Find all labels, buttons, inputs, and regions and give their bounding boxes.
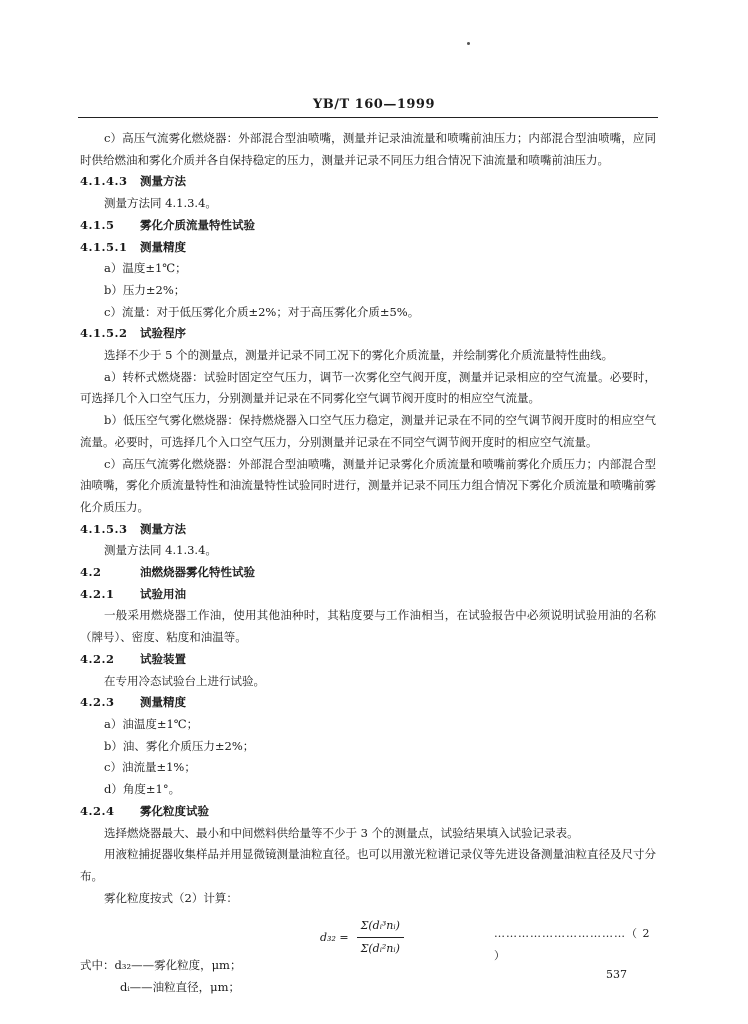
section-number: 4.2.2 xyxy=(80,651,115,666)
list-item: c）油流量±1%； xyxy=(104,760,196,775)
section-heading xyxy=(80,562,656,584)
section-number: 4.2.3 xyxy=(80,695,115,710)
scan-speck xyxy=(467,42,470,45)
formula-denominator: Σ(dᵢ²nᵢ) xyxy=(360,942,400,956)
paragraph: 测量方法同 4.1.3.4。 xyxy=(104,543,217,558)
section-number: 4.1.5.2 xyxy=(80,326,128,341)
equation-number: ……………………………（ 2 ） xyxy=(494,927,651,963)
paragraph: c）高压气流雾化燃烧器：外部混合型油喷嘴，测量并记录油流量和喷嘴前油压力；内部混合型油喷嘴，应同时供给燃油和雾化介质并各自保持稳定的压力，测量并记录不同压力组合情况下油流量和喷嘴前油压力。 xyxy=(80,131,656,167)
section-title: 雾化粒度试验 xyxy=(140,803,209,818)
paragraph: 用液粒捕捉器收集样品并用显微镜测量油粒直径。也可以用激光粒谱记录仪等先进设备测量油粒直径及尺寸分布。 xyxy=(80,847,656,883)
equation-2 xyxy=(80,913,656,963)
document-body xyxy=(80,128,656,999)
section-heading xyxy=(80,519,656,541)
section-heading xyxy=(80,323,656,345)
header-rule xyxy=(78,117,658,118)
section-heading xyxy=(80,237,656,259)
section-title: 雾化介质流量特性试验 xyxy=(140,217,255,232)
section-heading xyxy=(80,584,656,606)
list-item: b）油、雾化介质压力±2%； xyxy=(104,738,255,753)
paragraph: 在专用冷态试验台上进行试验。 xyxy=(104,673,265,688)
list-item: a）油温度±1℃； xyxy=(104,716,199,731)
page-number: 537 xyxy=(606,968,627,981)
section-title: 试验用油 xyxy=(140,586,186,601)
paragraph: c）高压气流雾化燃烧器：外部混合型油喷嘴，测量并记录雾化介质流量和喷嘴前雾化介质压力；内部混合型油喷嘴，雾化介质流量特性和油流量特性试验同时进行，测量并记录不同压力组合情况下雾化介质流量和喷嘴前雾化介质压力。 xyxy=(80,456,656,514)
section-number: 4.1.4.3 xyxy=(80,174,128,189)
section-number: 4.2.4 xyxy=(80,803,115,818)
paragraph: 测量方法同 4.1.3.4。 xyxy=(104,196,217,211)
paragraph: b）低压空气雾化燃烧器：保持燃烧器入口空气压力稳定，测量并记录在不同的空气调节阀开度时的相应空气流量。必要时，可选择几个入口空气压力，分别测量并记录在不同空气调节阀开度时的相应空气流量。 xyxy=(80,413,656,449)
list-item: a）温度±1℃； xyxy=(104,261,187,276)
formula-numerator: Σ(dᵢ³nᵢ) xyxy=(357,915,404,938)
section-number: 4.1.5.1 xyxy=(80,239,128,254)
formula-lhs: d₃₂ = xyxy=(320,930,349,944)
section-title: 试验程序 xyxy=(140,326,186,341)
paragraph: 选择不少于 5 个的测量点，测量并记录不同工况下的雾化介质流量，并绘制雾化介质流量特性曲线。 xyxy=(104,348,614,363)
section-heading xyxy=(80,215,656,237)
variable-definition: 式中：d₃₂——雾化粒度，μm； xyxy=(80,958,242,973)
section-title: 测量精度 xyxy=(140,239,186,254)
section-heading xyxy=(80,649,656,671)
section-number: 4.2 xyxy=(80,565,102,580)
section-number: 4.1.5.3 xyxy=(80,521,128,536)
formula xyxy=(320,915,404,959)
variable-definition: dᵢ——油粒直径，μm； xyxy=(120,980,241,995)
section-number: 4.2.1 xyxy=(80,586,115,601)
section-heading xyxy=(80,692,656,714)
paragraph: 一般采用燃烧器工作油，使用其他油种时，其粘度要与工作油相当，在试验报告中必须说明试验用油的名称（牌号）、密度、粘度和油温等。 xyxy=(80,608,656,645)
standard-code-header: YB/T 160—1999 xyxy=(312,97,436,112)
section-title: 油燃烧器雾化特性试验 xyxy=(140,565,255,580)
list-item: b）压力±2%； xyxy=(104,282,186,297)
list-item: c）流量：对于低压雾化介质±2%；对于高压雾化介质±5%。 xyxy=(104,304,420,319)
section-title: 测量精度 xyxy=(140,695,186,710)
section-heading xyxy=(80,801,656,823)
formula-fraction xyxy=(357,915,404,959)
paragraph: a）转杯式燃烧器：试验时固定空气压力，调节一次雾化空气阀开度，测量并记录相应的空气流量。必要时，可选择几个入口空气压力，分别测量并记录在不同雾化空气调节阀开度时的相应空气流量。 xyxy=(80,369,656,406)
section-title: 测量方法 xyxy=(140,174,186,189)
paragraph: 雾化粒度按式（2）计算： xyxy=(104,890,238,905)
section-number: 4.1.5 xyxy=(80,217,115,232)
section-heading xyxy=(80,171,656,193)
list-item: d）角度±1°。 xyxy=(104,782,181,797)
section-title: 试验装置 xyxy=(140,651,186,666)
section-title: 测量方法 xyxy=(140,521,186,536)
paragraph: 选择燃烧器最大、最小和中间燃料供给量等不少于 3 个的测量点，试验结果填入试验记录表。 xyxy=(104,825,579,840)
